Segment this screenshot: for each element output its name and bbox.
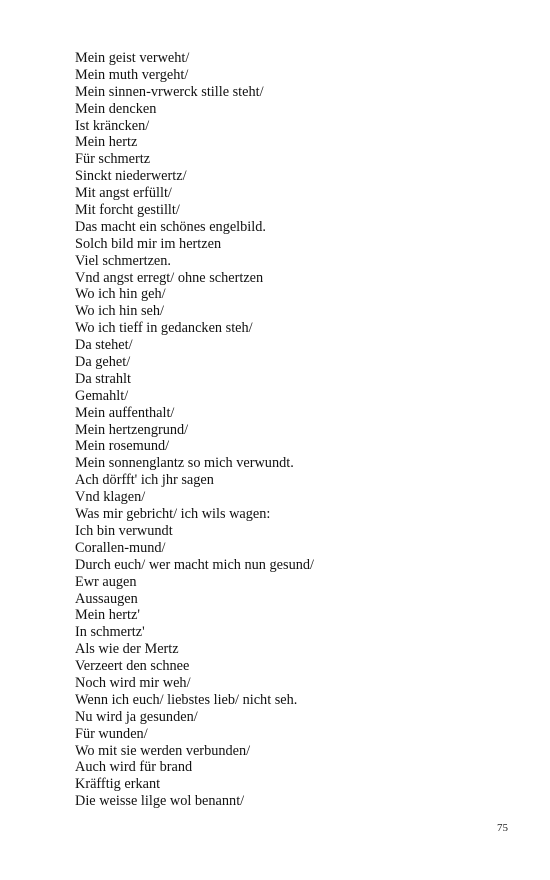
poem-line: Mein auffenthalt/ [75,404,175,421]
poem-line: Die weisse lilge wol benannt/ [75,793,245,810]
poem-line: Da gehet/ [75,354,131,371]
poem-line: Wo ich tieff in gedancken steh/ [75,320,253,337]
poem-line: Ich bin verwundt [75,522,173,539]
poem-line: Aussaugen [75,590,138,607]
poem-line: Ewr augen [75,573,137,590]
poem-line: Wenn ich euch/ liebstes lieb/ nicht seh. [75,691,298,708]
poem-line: Nu wird ja gesunden/ [75,708,198,725]
poem-line: Vnd klagen/ [75,489,146,506]
poem-line: Noch wird mir weh/ [75,674,191,691]
poem-line: Wo ich hin geh/ [75,286,166,303]
poem-line: Auch wird für brand [75,759,193,776]
poem-line: Wo mit sie werden verbunden/ [75,742,251,759]
poem-line: Kräfftig erkant [75,776,161,793]
poem-line: Mein muth vergeht/ [75,66,189,83]
poem-line: Gemahlt/ [75,387,129,404]
poem-line: Für schmertz [75,151,151,168]
poem-line: Mein dencken [75,100,157,117]
poem-line: Mein hertzengrund/ [75,421,189,438]
poem-line: Corallen-mund/ [75,539,166,556]
poem-line: Das macht ein schönes engelbild. [75,218,266,235]
poem-line: Mein sinnen-vrwerck stille steht/ [75,83,264,100]
poem-line: Ist kräncken/ [75,117,150,134]
poem-line: In schmertz' [75,624,145,641]
poem-line: Vnd angst erregt/ ohne schertzen [75,269,264,286]
poem-line: Mein hertz' [75,607,140,624]
poem-line: Wo ich hin seh/ [75,303,164,320]
page-number: 75 [497,822,508,834]
poem-line: Mit angst erfüllt/ [75,185,172,202]
poem-line: Als wie der Mertz [75,641,179,658]
poem-line: Viel schmertzen. [75,252,172,269]
poem-line: Sinckt niederwertz/ [75,168,187,185]
poem-line: Solch bild mir im hertzen [75,235,222,252]
poem-line: Mein rosemund/ [75,438,170,455]
poem-line: Da stehet/ [75,337,133,354]
poem-line: Verzeert den schnee [75,658,190,675]
poem-line: Mein geist verweht/ [75,50,190,66]
poem-line: Ach dörfft' ich jhr sagen [75,472,214,489]
poem-line: Für wunden/ [75,725,148,742]
poem-line: Da strahlt [75,370,131,387]
poem-line: Durch euch/ wer macht mich nun gesund/ [75,556,315,573]
poem-line: Was mir gebricht/ ich wils wagen: [75,506,271,523]
poem-text [75,50,314,810]
poem-line: Mein hertz [75,134,138,151]
poem-line: Mit forcht gestillt/ [75,202,180,219]
poem-line: Mein sonnenglantz so mich verwundt. [75,455,294,472]
